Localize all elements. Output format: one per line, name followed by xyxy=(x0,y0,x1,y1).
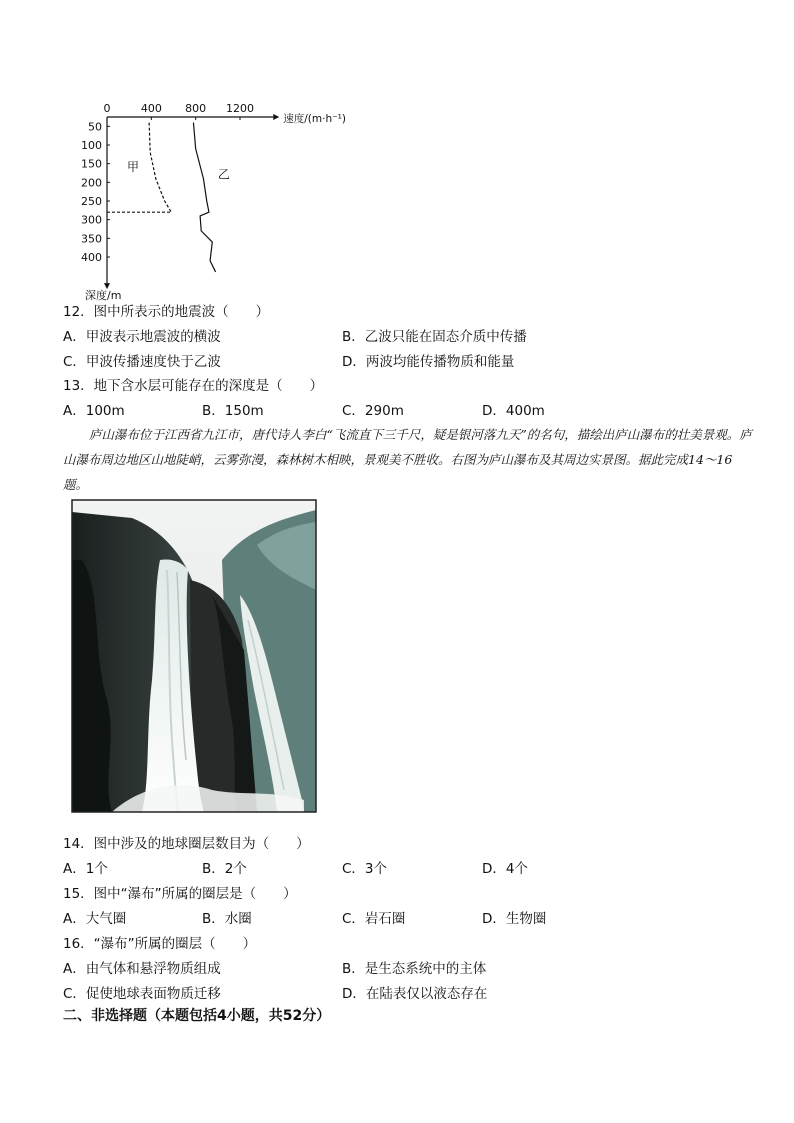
waterfall-photo xyxy=(72,500,316,812)
y-tick-label: 100 xyxy=(81,139,102,152)
question-12-stem: 12．图中所表示的地震波（ ） xyxy=(63,304,270,320)
q15-option-d[interactable]: D．生物圈 xyxy=(482,911,547,927)
question-14-stem: 14．图中涉及的地球圈层数目为（ ） xyxy=(63,836,310,852)
q14-option-d[interactable]: D．4个 xyxy=(482,861,528,877)
y-tick-label: 50 xyxy=(88,120,102,134)
q16-option-d[interactable]: D．在陆表仅以液态存在 xyxy=(342,986,488,1002)
q16-option-b[interactable]: B．是生态系统中的主体 xyxy=(342,961,487,977)
x-axis-title: 速度/(m·h⁻¹) xyxy=(283,113,346,125)
question-16-stem: 16．“瀑布”所属的圈层（ ） xyxy=(63,936,257,952)
q12-option-a[interactable]: A．甲波表示地震波的横波 xyxy=(63,329,221,345)
y-tick-label: 250 xyxy=(81,195,102,208)
q14-option-b[interactable]: B．2个 xyxy=(202,861,247,877)
q14-option-a[interactable]: A．1个 xyxy=(63,861,108,877)
question-13-stem: 13．地下含水层可能存在的深度是（ ） xyxy=(63,378,324,394)
q13-option-c[interactable]: C．290m xyxy=(342,403,404,419)
q12-option-d[interactable]: D．两波均能传播物质和能量 xyxy=(342,354,515,370)
y-tick-label: 200 xyxy=(81,176,102,190)
question-15-stem: 15．图中“瀑布”所属的圈层是（ ） xyxy=(63,886,297,902)
q16-option-c[interactable]: C．促使地球表面物质迁移 xyxy=(63,986,221,1002)
q15-option-c[interactable]: C．岩石圈 xyxy=(342,911,406,927)
q16-option-a[interactable]: A．由气体和悬浮物质组成 xyxy=(63,961,221,977)
x-tick-label: 400 xyxy=(140,102,162,115)
y-tick-label: 150 xyxy=(81,157,102,171)
x-tick-label: 0 xyxy=(103,102,111,115)
y-tick-label: 300 xyxy=(81,213,102,227)
q13-option-b[interactable]: B．150m xyxy=(202,403,264,419)
seismic-wave-chart xyxy=(70,95,370,303)
passage-text: 庐山瀑布位于江西省九江市，唐代诗人李白“飞流直下三千尺，疑是银河落九天”的名句，描绘出庐山瀑布的壮美景观。庐山瀑布周边地区山地陡峭，云雾弥漫，森林树木相映，景观美不胜收。右图为庐山瀑布及其周边实景图。据此完成14～16题。 xyxy=(63,427,752,492)
q15-option-a[interactable]: A．大气圈 xyxy=(63,911,127,927)
series-line-jia xyxy=(149,123,171,213)
series-label-jia: 甲 xyxy=(126,160,139,175)
section-heading: 二、非选择题（本题包括4小题，共52分） xyxy=(63,1008,331,1024)
q12-option-c[interactable]: C．甲波传播速度快于乙波 xyxy=(63,354,221,370)
y-axis-title: 深度/m xyxy=(85,289,122,303)
q14-option-c[interactable]: C．3个 xyxy=(342,861,388,877)
q13-option-a[interactable]: A．100m xyxy=(63,403,125,419)
q15-option-b[interactable]: B．水圈 xyxy=(202,911,252,927)
x-tick-label: 800 xyxy=(185,102,207,115)
y-tick-label: 350 xyxy=(81,232,102,246)
x-axis-arrow xyxy=(273,114,279,120)
series-label-yi: 乙 xyxy=(217,167,230,182)
q12-option-b[interactable]: B．乙波只能在固态介质中传播 xyxy=(342,329,527,345)
series-line-yi xyxy=(193,123,215,272)
q13-option-d[interactable]: D．400m xyxy=(482,403,545,419)
y-tick-label: 400 xyxy=(81,251,102,264)
x-tick-label: 1200 xyxy=(226,102,254,115)
